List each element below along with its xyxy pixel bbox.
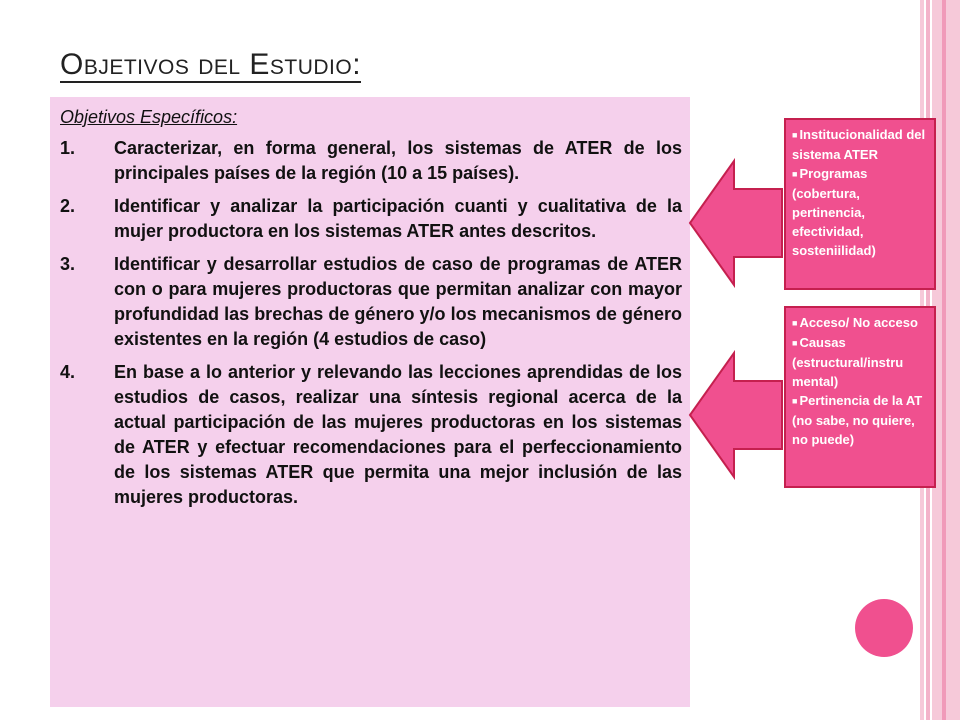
objective-text: Identificar y desarrollar estudios de caso de programas de ATER con o para mujeres productoras que permitan analizar con mayor profundidad las brechas de género y/o los mecanismos de género existentes en la región (4 estudios de caso): [114, 254, 682, 349]
objective-number: 3.: [60, 254, 76, 274]
side-box-access: [784, 306, 936, 488]
left-arrow-icon: [688, 157, 784, 289]
left-arrow-icon: [688, 350, 784, 480]
side-box-item: ■ Causas (estructural/instru mental): [792, 335, 904, 389]
objective-item: [60, 194, 682, 244]
square-bullet-icon: ■: [792, 318, 798, 328]
objective-item: [60, 252, 682, 352]
objectives-box: [50, 97, 690, 707]
objective-number: 1.: [60, 138, 76, 158]
side-box-item: ■ Institucionalidad del sistema ATER: [792, 127, 926, 162]
objective-text: Identificar y analizar la participación cuanti y cualitativa de la mujer productora en los sistemas ATER antes descritos.: [114, 196, 682, 241]
objective-text: Caracterizar, en forma general, los sistemas de ATER de los principales países de la región (10 a 15 países).: [114, 138, 682, 183]
side-box-item: ■ Acceso/ No acceso: [792, 315, 918, 330]
slide-title: Objetivos del Estudio:: [60, 48, 362, 81]
objective-text: En base a lo anterior y relevando las lecciones aprendidas de los estudios de casos, realizar una síntesis regional acerca de la actual participación de las mujeres productoras en los sistemas de ATER y efectuar recomendaciones para el perfeccionamiento de los sistemas ATER que permita una mejor inclusión de las mujeres productoras.: [114, 362, 682, 507]
side-box-ater-system: [784, 118, 936, 290]
objective-number: 2.: [60, 196, 76, 216]
objectives-list: [60, 136, 682, 510]
square-bullet-icon: ■: [792, 130, 798, 140]
decorative-circle: [855, 599, 913, 657]
side-box-item: ■ Pertinencia de la AT (no sabe, no quiere, no puede): [792, 393, 923, 447]
objective-item: [60, 360, 682, 510]
square-bullet-icon: ■: [792, 338, 798, 348]
square-bullet-icon: ■: [792, 169, 798, 179]
square-bullet-icon: ■: [792, 396, 798, 406]
side-box-item: ■ Programas (cobertura, pertinencia, efectividad, sosteniilidad): [792, 166, 876, 258]
objectives-subtitle: Objetivos Específicos:: [60, 107, 238, 127]
objective-number: 4.: [60, 362, 76, 382]
objective-item: [60, 136, 682, 186]
